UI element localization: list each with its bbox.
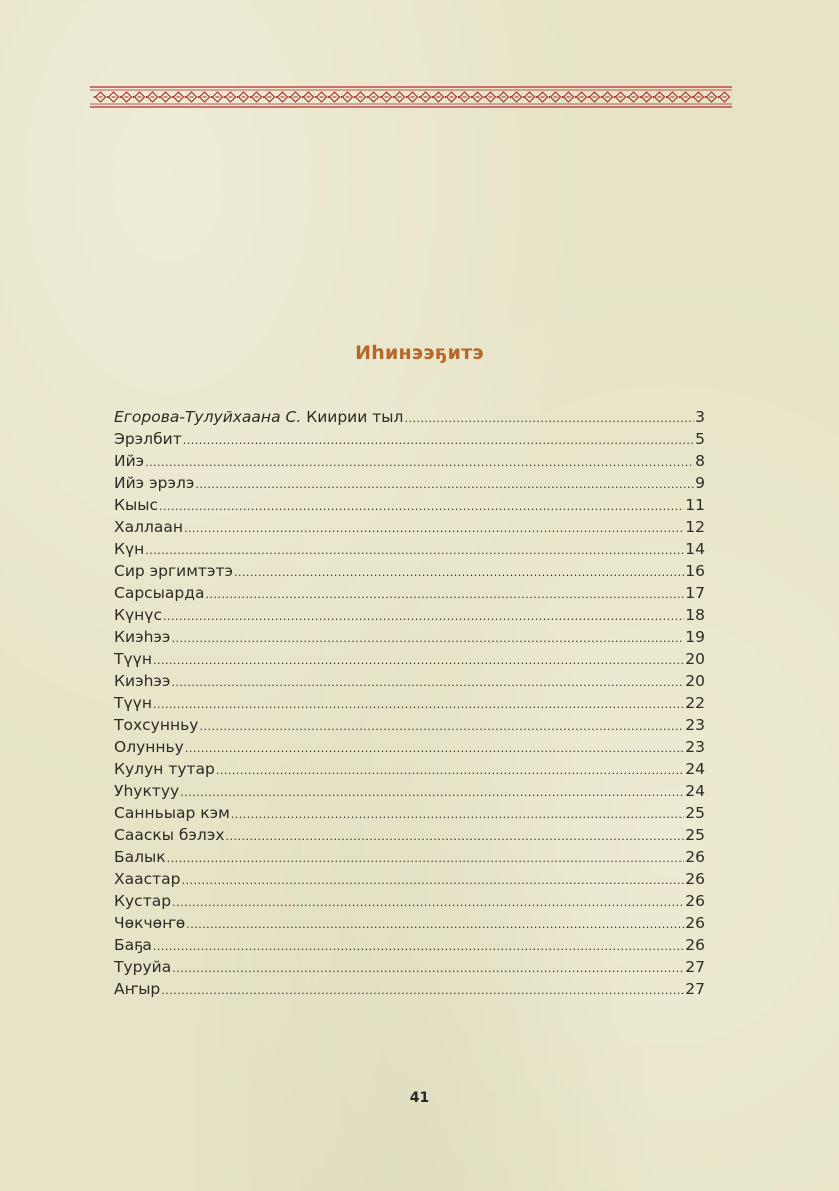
toc-entry-page: 25 [685,804,705,822]
toc-entry-title [114,714,198,736]
toc-leader-dots [199,714,684,738]
toc-entry [114,824,705,846]
toc-entry-title [114,626,170,648]
toc-entry-text: Халлаан [114,518,184,536]
toc-entry [114,692,705,714]
toc-entry-title [114,516,183,538]
toc-leader-dots [183,428,694,452]
toc-entry-text: Түүн [114,694,152,712]
toc-leader-dots [180,780,684,804]
toc-entry [114,780,705,802]
toc-entry [114,538,705,560]
toc-entry-page: 9 [695,474,705,492]
page-number: 41 [409,1090,430,1106]
toc-entry-title [114,978,160,1000]
toc-entry [114,406,705,428]
toc-entry-text: Балык [114,848,166,866]
toc-entry-text: Эрэлбит [114,430,182,448]
toc-entry-title [114,648,152,670]
toc-entry [114,516,705,538]
toc-entry-text: Ийэ [114,452,145,470]
toc-entry [114,428,705,450]
toc-entry-page: 16 [685,562,705,580]
toc-entry [114,582,705,604]
toc-entry [114,890,705,912]
toc-entry-page: 26 [685,848,705,866]
toc-entry-title [114,934,152,956]
toc-leader-dots [226,824,685,848]
toc-entry [114,978,705,1000]
toc-entry [114,560,705,582]
toc-entry-title [114,494,158,516]
toc-entry-title [114,604,162,626]
toc-leader-dots [216,758,684,782]
toc-entry [114,912,705,934]
toc-entry-title [114,670,170,692]
toc-entry-title [114,406,403,428]
toc-leader-dots [145,450,694,474]
table-of-contents [114,406,705,1000]
toc-entry [114,670,705,692]
toc-entry [114,934,705,956]
toc-entry [114,626,705,648]
toc-entry-text: Күнүс [114,606,163,624]
toc-entry-page: 18 [685,606,705,624]
toc-entry-text: Туруйа [114,958,172,976]
toc-entry-title [114,824,225,846]
toc-leader-dots [184,516,684,540]
toc-entry [114,802,705,824]
toc-leader-dots [182,868,685,892]
toc-entry-text: Киэһээ [114,672,171,690]
toc-entry-page: 12 [685,518,705,536]
toc-entry-text: Олунньу [114,738,184,756]
toc-entry-text: Тохсунньу [114,716,199,734]
toc-entry [114,736,705,758]
toc-entry-page: 23 [685,738,705,756]
toc-entry-text: Хаастар [114,870,181,888]
toc-entry-page: 5 [695,430,705,448]
toc-entry-page: 19 [685,628,705,646]
toc-entry-page: 26 [685,892,705,910]
toc-entry [114,472,705,494]
toc-leader-dots [234,560,684,584]
toc-leader-dots [205,582,684,606]
toc-entry-text: Аҥыр [114,980,161,998]
toc-leader-dots [186,912,684,936]
toc-entry-title [114,450,144,472]
toc-entry-title [114,846,166,868]
toc-entry [114,758,705,780]
toc-entry-title [114,560,233,582]
toc-entry-title [114,582,204,604]
toc-leader-dots [153,692,684,716]
toc-entry-text: Санньыар кэм [114,804,230,822]
toc-leader-dots [231,802,684,826]
toc-entry-title [114,736,184,758]
toc-entry-title [114,428,182,450]
toc-entry-text: Ийэ эрэлэ [114,474,195,492]
toc-entry-title [114,538,144,560]
toc-leader-dots [153,934,684,958]
toc-leader-dots [159,494,684,518]
toc-entry-page: 22 [685,694,705,712]
toc-entry [114,956,705,978]
toc-entry [114,450,705,472]
toc-entry [114,868,705,890]
toc-entry-page: 25 [685,826,705,844]
toc-entry-text: Чөкчөҥө [114,914,186,932]
toc-entry-page: 23 [685,716,705,734]
toc-entry-page: 26 [685,936,705,954]
toc-leader-dots [195,472,694,496]
toc-entry-page: 27 [685,980,705,998]
toc-entry-title [114,890,171,912]
toc-entry-page: 26 [685,870,705,888]
toc-leader-dots [404,406,694,430]
toc-entry [114,846,705,868]
toc-entry-text: Уһуктуу [114,782,180,800]
toc-entry-title [114,758,215,780]
toc-entry-text: Кулун тутар [114,760,215,778]
toc-leader-dots [163,604,684,628]
toc-entry-page: 27 [685,958,705,976]
toc-leader-dots [167,846,685,870]
toc-entry-title [114,780,179,802]
toc-leader-dots [171,670,684,694]
toc-entry-page: 26 [685,914,705,932]
toc-leader-dots [161,978,684,1002]
toc-entry-page: 3 [695,408,705,426]
toc-entry-text: Күн [114,540,145,558]
toc-entry [114,714,705,736]
toc-entry-page: 11 [685,496,705,514]
toc-entry-text: Сир эргимтэтэ [114,562,233,580]
toc-leader-dots [172,890,684,914]
toc-entry-title [114,802,230,824]
toc-entry-title [114,868,181,890]
toc-entry-page: 14 [685,540,705,558]
toc-entry-page: 24 [685,782,705,800]
toc-entry-page: 20 [685,672,705,690]
page-title: Иһинээҕитэ [355,342,484,364]
toc-entry-text: Түүн [114,650,152,668]
toc-entry-text: Киэһээ [114,628,171,646]
toc-entry-title [114,912,185,934]
toc-entry-author: Егорова-Тулуйхаана С. [114,408,302,426]
toc-leader-dots [153,648,684,672]
toc-leader-dots [171,626,684,650]
toc-entry-text: Кустар [114,892,172,910]
decorative-ornament-border [90,85,732,109]
toc-entry-page: 8 [695,452,705,470]
toc-entry-text: Кыыс [114,496,159,514]
toc-leader-dots [185,736,684,760]
toc-entry-title [114,472,194,494]
toc-entry-text: Киирии тыл [306,408,404,426]
toc-leader-dots [172,956,684,980]
toc-entry-page: 20 [685,650,705,668]
toc-entry-page: 24 [685,760,705,778]
toc-entry [114,604,705,626]
toc-entry-text: Сааскы бэлэх [114,826,225,844]
toc-entry-text: Баҕа [114,936,152,954]
toc-entry [114,494,705,516]
toc-entry-text: Сарсыарда [114,584,205,602]
toc-entry-title [114,956,171,978]
toc-entry [114,648,705,670]
toc-leader-dots [145,538,684,562]
toc-entry-page: 17 [685,584,705,602]
toc-entry-title [114,692,152,714]
